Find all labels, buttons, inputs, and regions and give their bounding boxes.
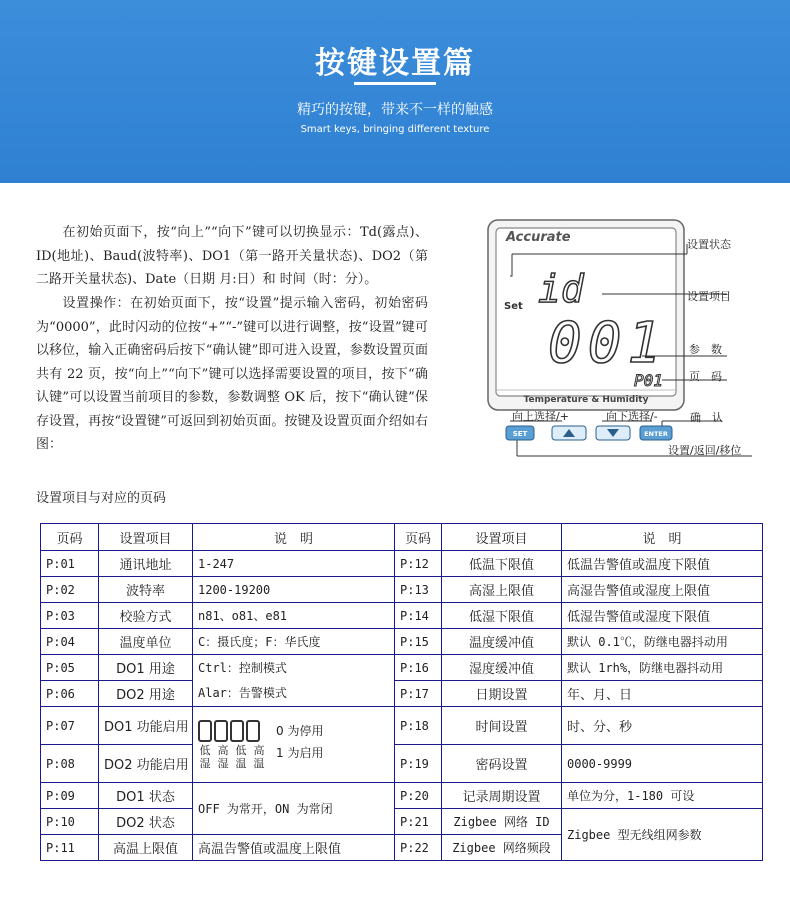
row-code: P:09 — [41, 783, 99, 809]
row-item: Zigbee 网络频段 — [442, 835, 562, 861]
digit-label: 高温 — [253, 743, 265, 770]
row-item: 低湿下限值 — [442, 603, 562, 629]
row-code: P:11 — [41, 835, 99, 861]
label-set-back: 设置/返回/移位 — [668, 444, 742, 457]
row-desc: 高湿告警值或湿度上限值 — [562, 577, 763, 603]
subtitle-en: Smart keys, bringing different texture — [300, 124, 490, 135]
row-code: P:22 — [395, 835, 442, 861]
row-item: 湿度缓冲值 — [442, 655, 562, 681]
row-code: P:01 — [41, 551, 99, 577]
enable-stop-text: 0 为停用 — [276, 723, 324, 738]
row-code: P:20 — [395, 783, 442, 809]
row-code: P:04 — [41, 629, 99, 655]
table-row — [41, 603, 763, 629]
row-item: 温度缓冲值 — [442, 629, 562, 655]
row-code: P:02 — [41, 577, 99, 603]
row-desc-merged-use — [193, 655, 395, 707]
row-code: P:05 — [41, 655, 99, 681]
params-table — [40, 523, 763, 861]
row-code: P:06 — [41, 681, 99, 707]
row-desc: 低湿告警值或湿度下限值 — [562, 603, 763, 629]
row-code: P:19 — [395, 745, 442, 783]
header-code-left: 页码 — [41, 524, 99, 551]
row-code: P:08 — [41, 745, 99, 783]
row-desc: 高温告警值或温度上限值 — [193, 835, 395, 861]
table-row — [41, 629, 763, 655]
row-desc: 低温告警值或温度下限值 — [562, 551, 763, 577]
row-code: P:18 — [395, 707, 442, 745]
table-row — [41, 577, 763, 603]
enable-start-text: 1 为启用 — [276, 745, 324, 760]
header-desc-right: 说 明 — [562, 524, 763, 551]
digit-label: 高湿 — [217, 743, 229, 770]
row-code: P:12 — [395, 551, 442, 577]
header-item-left: 设置项目 — [99, 524, 193, 551]
table-row — [41, 655, 763, 681]
lcd-value-text: 001 — [548, 311, 668, 376]
table-row — [41, 783, 763, 809]
row-desc-merged-state: OFF 为常开，ON 为常闭 — [193, 783, 395, 835]
label-up: 向上选择/+ — [512, 410, 569, 423]
row-code: P:13 — [395, 577, 442, 603]
row-desc-merged-enable — [193, 707, 395, 783]
row-item: 校验方式 — [99, 603, 193, 629]
row-desc: 1-247 — [193, 551, 395, 577]
title-underline — [354, 82, 436, 85]
header-desc-left: 说 明 — [193, 524, 395, 551]
row-item: 时间设置 — [442, 707, 562, 745]
row-item: 波特率 — [99, 577, 193, 603]
lcd-item-text: id — [538, 267, 584, 311]
row-item: Zigbee 网络 ID — [442, 809, 562, 835]
row-item: 记录周期设置 — [442, 783, 562, 809]
header-code-right: 页码 — [395, 524, 442, 551]
row-desc: 时、分、秒 — [562, 707, 763, 745]
header-banner — [0, 0, 790, 183]
page-title: 按键设置篇 — [315, 46, 475, 81]
row-item: DO2 功能启用 — [99, 745, 193, 783]
subtitle-cn: 精巧的按键，带来不一样的触感 — [297, 102, 493, 118]
row-code: P:17 — [395, 681, 442, 707]
row-code: P:21 — [395, 809, 442, 835]
table-row — [41, 745, 763, 783]
label-page: 页 码 — [689, 370, 722, 383]
row-desc-merged-zigbee: Zigbee 型无线组网参数 — [562, 809, 763, 861]
digit-label: 低温 — [235, 743, 247, 770]
row-desc: 默认 1rh%，防继电器抖动用 — [562, 655, 763, 681]
row-desc: C：摄氏度；F：华氏度 — [193, 629, 395, 655]
display-diagram — [482, 216, 762, 466]
table-title: 设置项目与对应的页码 — [36, 491, 167, 506]
do-use-alar: Alar：告警模式 — [198, 685, 287, 700]
row-desc: 年、月、日 — [562, 681, 763, 707]
table-header-row — [41, 524, 763, 551]
row-code: P:03 — [41, 603, 99, 629]
row-desc: 0000-9999 — [562, 745, 763, 783]
table-row — [41, 707, 763, 745]
label-param: 参 数 — [689, 343, 722, 356]
row-code: P:15 — [395, 629, 442, 655]
label-set-status: 设置状态 — [687, 238, 731, 251]
row-item: DO1 状态 — [99, 783, 193, 809]
row-item: DO1 功能启用 — [99, 707, 193, 745]
intro-paragraph-2: 设置操作：在初始页面下，按“设置”提示输入密码，初始密码为“0000”，此时闪动的位按“+”“-”键可以进行调整，按“设置”键可以移位，输入正确密码后按下“确认键”即可进入设置，参数设置页面共有 22 页，按“向上”“向下”键可以选择需要设置的项目，按下“确认键”可以设置当前项目的参数，参数调整 OK 后，按下“确认键”保存设置，再按“设置键”可返回到初始页面。按键及设置页面介绍如右图： — [36, 296, 428, 452]
row-item: 低温下限值 — [442, 551, 562, 577]
digit-label: 低湿 — [199, 743, 211, 770]
set-button-label: SET — [512, 430, 528, 438]
do-use-ctrl: Ctrl：控制模式 — [198, 660, 287, 675]
enable-digits-icon — [198, 720, 260, 742]
table-row — [41, 809, 763, 835]
set-indicator: Set — [504, 301, 523, 312]
row-item: 密码设置 — [442, 745, 562, 783]
row-item: 高湿上限值 — [442, 577, 562, 603]
row-code: P:14 — [395, 603, 442, 629]
row-item: 日期设置 — [442, 681, 562, 707]
header-item-right: 设置项目 — [442, 524, 562, 551]
row-item: 温度单位 — [99, 629, 193, 655]
row-desc: 默认 0.1℃，防继电器抖动用 — [562, 629, 763, 655]
table-row — [41, 681, 763, 707]
row-code: P:10 — [41, 809, 99, 835]
brand-logo: Accurate — [506, 230, 571, 245]
row-code: P:07 — [41, 707, 99, 745]
row-item: 通讯地址 — [99, 551, 193, 577]
row-item: 高温上限值 — [99, 835, 193, 861]
row-code: P:16 — [395, 655, 442, 681]
table-row — [41, 551, 763, 577]
row-item: DO2 用途 — [99, 681, 193, 707]
row-desc: 1200-19200 — [193, 577, 395, 603]
label-confirm: 确 认 — [690, 411, 723, 424]
row-item: DO2 状态 — [99, 809, 193, 835]
enter-button-label: ENTER — [644, 430, 668, 438]
row-item: DO1 用途 — [99, 655, 193, 681]
row-desc: n81、o81、e81 — [193, 603, 395, 629]
lcd-page-text: P01 — [634, 371, 663, 390]
row-desc: 单位为分，1-180 可设 — [562, 783, 763, 809]
lcd-footer: Temperature & Humidity — [523, 395, 649, 405]
label-set-item: 设置项目 — [687, 290, 731, 303]
intro-paragraph-1: 在初始页面下，按“向上”“向下”键可以切换显示：Td(露点)、ID(地址)、Baud(波特率)、DO1（第一路开关量状态)、DO2（第二路开关量状态)、Date（日期 月:日）和 时间（时：分）。 — [36, 225, 428, 287]
label-down: 向下选择/- — [606, 410, 658, 423]
